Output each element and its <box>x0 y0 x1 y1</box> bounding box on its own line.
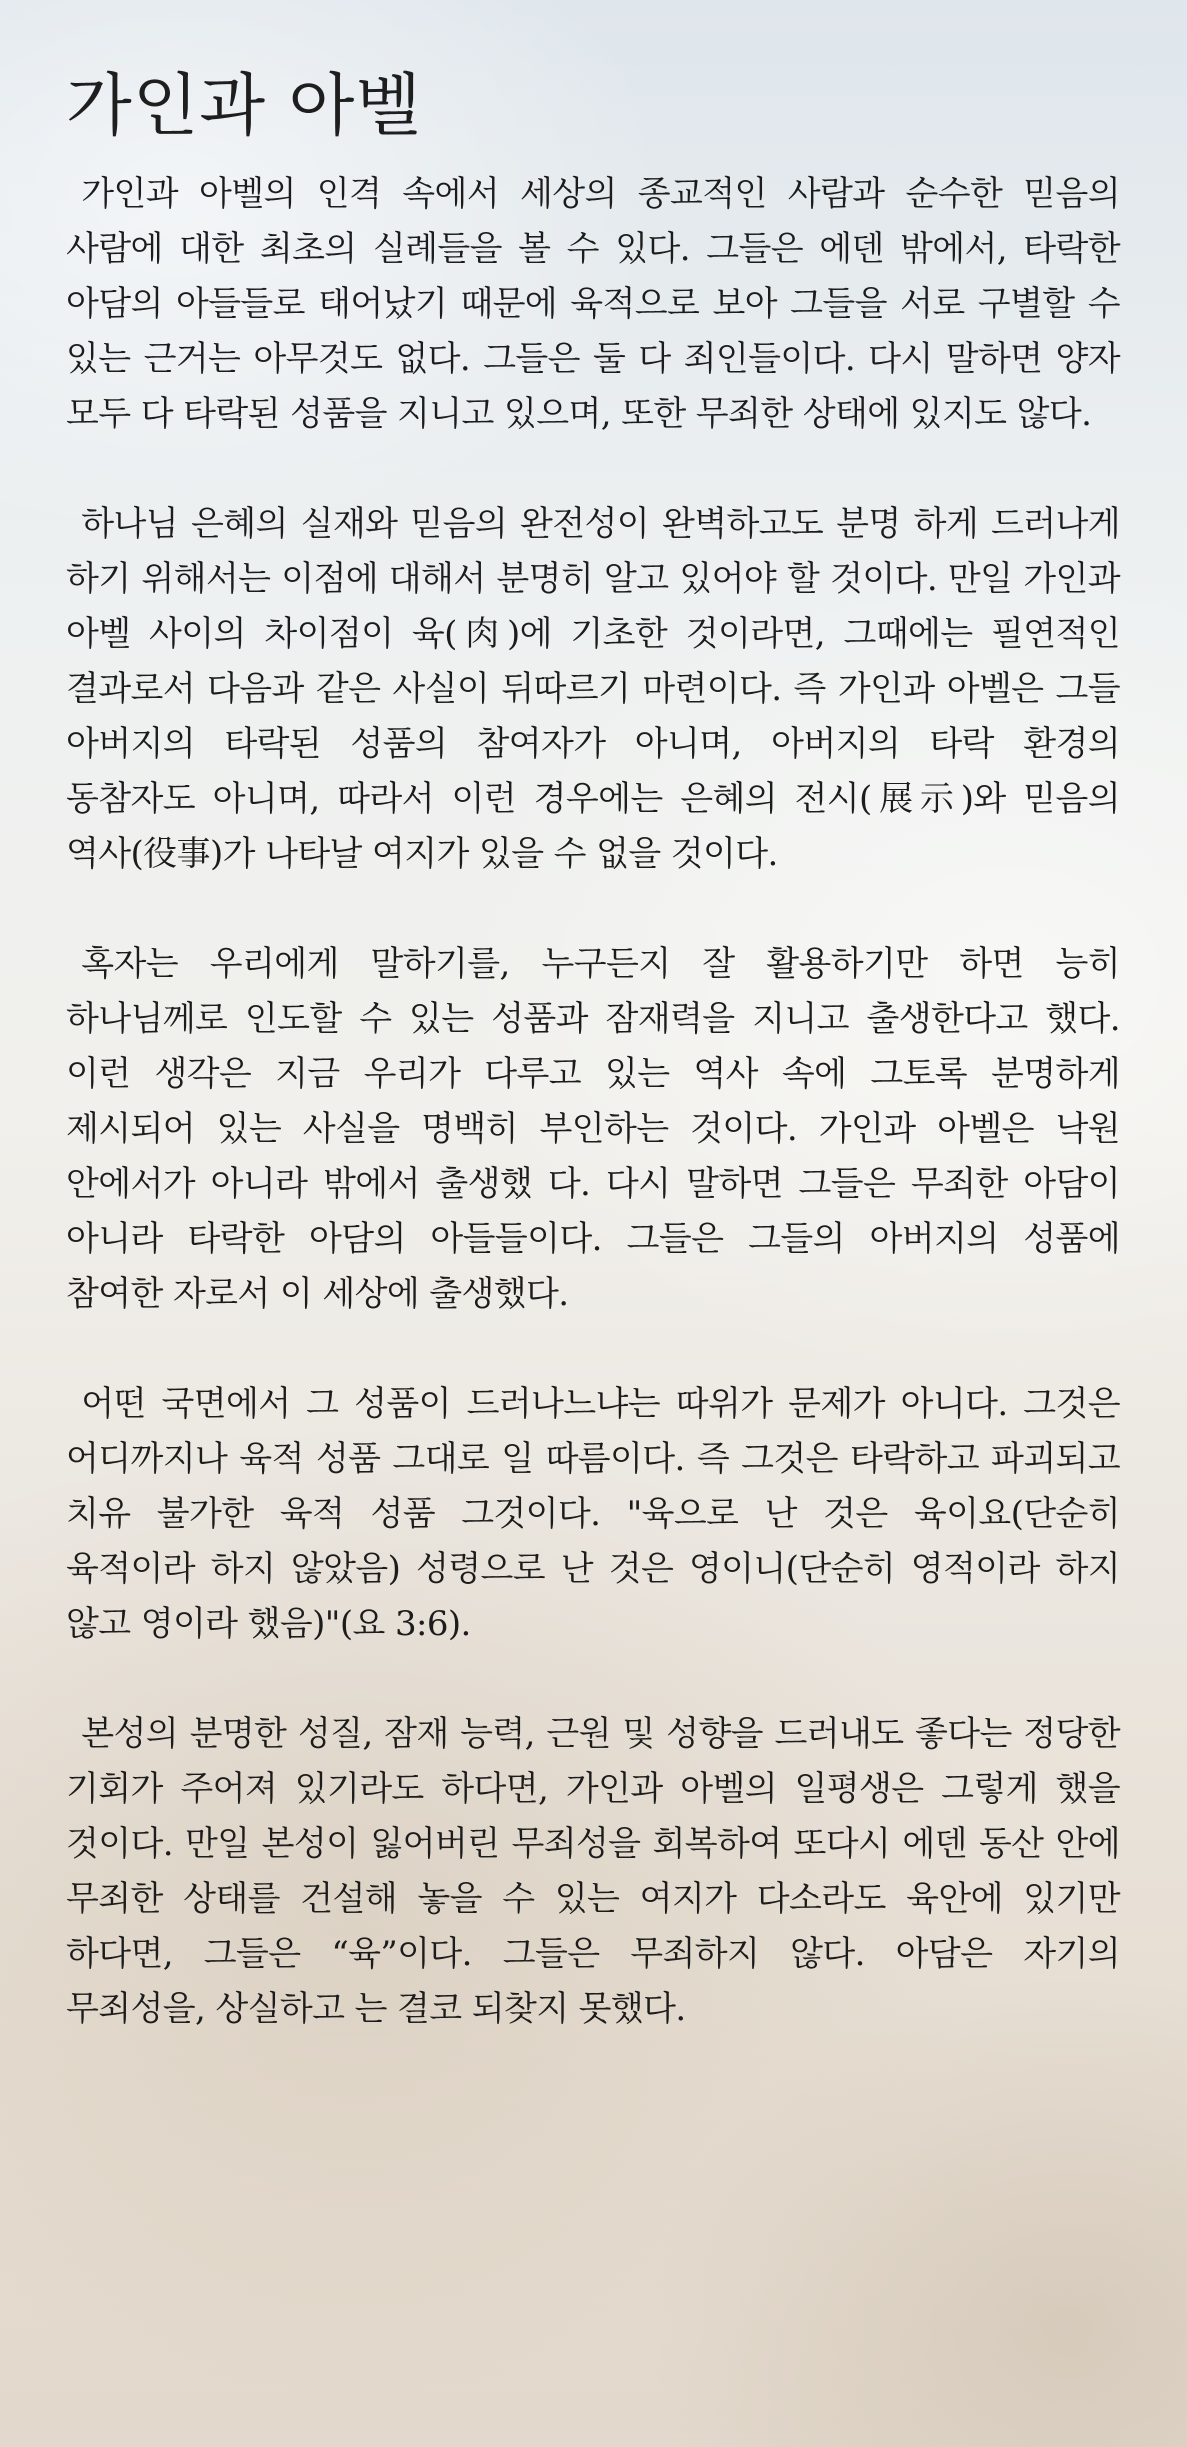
document-title: 가인과 아벨 <box>66 67 423 146</box>
paragraph-1: 가인과 아벨의 인격 속에서 세상의 종교적인 사람과 순수한 믿음의 사람에 대한 최초의 실례들을 볼 수 있다. 그들은 에덴 밖에서, 타락한 아담의 아들들로 태어났기 때문에 육적으로 보아 그들을 서로 구별할 수 있는 근거는 아무것도 없다. 그들은 둘 다 죄인들이다. 다시 말하면 양자 모두 다 타락된 성품을 지니고 있으며, 또한 무죄한 상태에 있지도 않다. <box>66 173 1120 434</box>
document-page <box>66 67 1120 2037</box>
paragraph-4: 어떤 국면에서 그 성품이 드러나느냐는 따위가 문제가 아니다. 그것은 어디까지나 육적 성품 그대로 일 따름이다. 즉 그것은 타락하고 파괴되고 치유 불가한 육적 성품 그것이다. "육으로 난 것은 육이요(단순히 육적이라 하지 않았음) 성령으로 난 것은 영이니(단순히 영적이라 하지 않고 영이라 했음)"(요 3:6). <box>66 1383 1120 1644</box>
paragraph-2: 하나님 은혜의 실재와 믿음의 완전성이 완벽하고도 분명 하게 드러나게 하기 위해서는 이점에 대해서 분명히 알고 있어야 할 것이다. 만일 가인과 아벨 사이의 차이점이 육(肉)에 기초한 것이라면, 그때에는 필연적인 결과로서 다음과 같은 사실이 뒤따르기 마련이다. 즉 가인과 아벨은 그들 아버지의 타락된 성품의 참여자가 아니며, 아버지의 타락 환경의 동참자도 아니며, 따라서 이런 경우에는 은혜의 전시(展示)와 믿음의 역사(役事)가 나타날 여지가 있을 수 없을 것이다. <box>66 503 1120 874</box>
paragraph-3: 혹자는 우리에게 말하기를, 누구든지 잘 활용하기만 하면 능히 하나님께로 인도할 수 있는 성품과 잠재력을 지니고 출생한다고 했다. 이런 생각은 지금 우리가 다루고 있는 역사 속에 그토록 분명하게 제시되어 있는 사실을 명백히 부인하는 것이다. 가인과 아벨은 낙원 안에서가 아니라 밖에서 출생했 다. 다시 말하면 그들은 무죄한 아담이 아니라 타락한 아담의 아들들이다. 그들은 그들의 아버지의 성품에 참여한 자로서 이 세상에 출생했다. <box>66 943 1120 1314</box>
paragraph-5: 본성의 분명한 성질, 잠재 능력, 근원 및 성향을 드러내도 좋다는 정당한 기회가 주어져 있기라도 하다면, 가인과 아벨의 일평생은 그렇게 했을 것이다. 만일 본성이 잃어버린 무죄성을 회복하여 또다시 에덴 동산 안에 무죄한 상태를 건설해 놓을 수 있는 여지가 다소라도 육안에 있기만 하다면, 그들은 “육”이다. 그들은 무죄하지 않다. 아담은 자기의 무죄성을, 상실하고 는 결코 되찾지 못했다. <box>66 1713 1120 2029</box>
